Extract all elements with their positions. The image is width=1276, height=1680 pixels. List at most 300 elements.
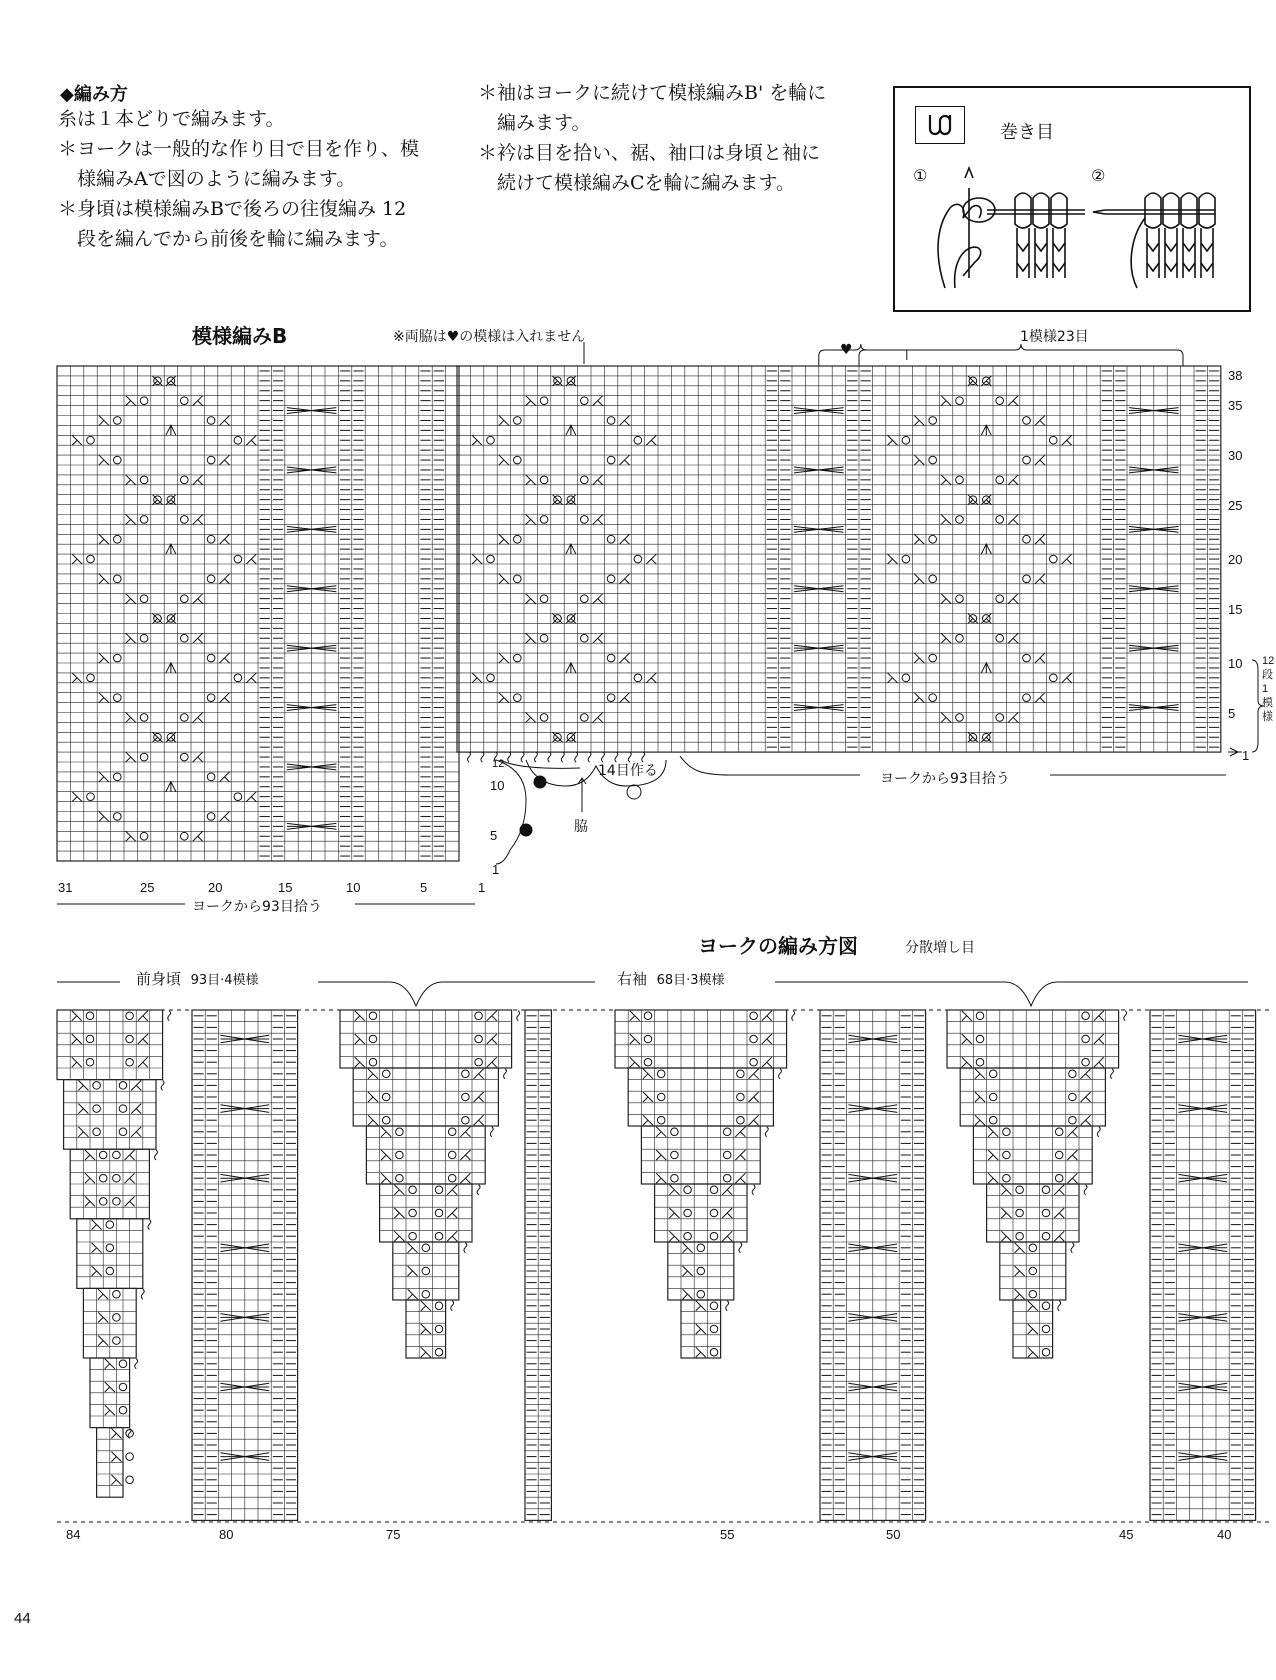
yoke-front-lace-1	[83, 1288, 136, 1358]
yo-symbol-icon	[462, 1116, 470, 1124]
k2tog-symbol-icon	[131, 1127, 141, 1137]
ssk-symbol-icon	[78, 1127, 88, 1137]
ssk-symbol-icon	[988, 1150, 998, 1160]
yo-symbol-icon	[475, 1012, 483, 1020]
heart-marker: ♥	[840, 342, 853, 358]
yo-symbol-icon	[207, 535, 215, 543]
ssk-symbol-icon	[526, 514, 536, 524]
ssk-symbol-icon	[472, 673, 482, 683]
k2tog-symbol-icon	[219, 653, 229, 663]
ssk-symbol-icon	[99, 693, 109, 703]
row-label: 25	[1228, 498, 1243, 513]
col-label: 25	[140, 880, 155, 895]
inc-symbol-icon	[508, 752, 511, 762]
ssk-symbol-icon	[499, 574, 509, 584]
yo-symbol-icon	[1069, 1070, 1077, 1078]
yo-symbol-icon	[540, 714, 548, 722]
ssk-symbol-icon	[126, 633, 136, 643]
yo-symbol-icon	[435, 1232, 443, 1240]
instruction-line: 糸は１本どりで編みます。	[58, 108, 285, 130]
front-count: 93目·4模様	[190, 973, 259, 988]
yo-symbol-icon	[409, 1186, 417, 1194]
yo-symbol-icon	[119, 1082, 127, 1090]
ssk-symbol-icon	[1015, 1266, 1025, 1276]
yo-symbol-icon	[140, 832, 148, 840]
yo-symbol-icon	[448, 1151, 456, 1159]
yoke-cable-column	[1150, 1010, 1256, 1520]
inc-symbol-icon	[726, 1301, 729, 1311]
side-note: 12 段 1 模 様	[1262, 655, 1275, 723]
k2tog-symbol-icon	[246, 792, 256, 802]
yoke-col-label: 84	[66, 1527, 81, 1542]
k2tog-symbol-icon	[619, 455, 629, 465]
ssk-symbol-icon	[630, 1057, 640, 1067]
ssk-symbol-icon	[887, 673, 897, 683]
inc-symbol-icon	[1084, 1185, 1087, 1195]
k2tog-symbol-icon	[219, 811, 229, 821]
k2tog-symbol-icon	[762, 1034, 772, 1044]
k2tog-symbol-icon	[131, 1104, 141, 1114]
yo-symbol-icon	[180, 397, 188, 405]
yoke-front-lace-2	[393, 1242, 459, 1300]
yo-symbol-icon	[750, 1058, 758, 1066]
k2tog-symbol-icon	[460, 1173, 470, 1183]
ssk-symbol-icon	[914, 653, 924, 663]
yo-symbol-icon	[540, 476, 548, 484]
inc-symbol-icon	[451, 1301, 454, 1311]
yo-symbol-icon	[580, 634, 588, 642]
instruction-line: 続けて模様編みCを輪に編みます。	[478, 172, 796, 194]
yo-symbol-icon	[1042, 1209, 1050, 1217]
ssk-symbol-icon	[914, 534, 924, 544]
yoke-front-lace-1	[70, 1149, 149, 1219]
k2tog-symbol-icon	[722, 1231, 732, 1241]
ssk-symbol-icon	[126, 752, 136, 762]
ssk-symbol-icon	[683, 1266, 693, 1276]
inc-symbol-icon	[521, 752, 524, 762]
inc-symbol-icon	[161, 1080, 164, 1090]
yo-symbol-icon	[234, 436, 242, 444]
yo-symbol-icon	[1029, 1244, 1037, 1252]
yo-symbol-icon	[435, 1186, 443, 1194]
k2tog-symbol-icon	[193, 396, 203, 406]
inc-symbol-icon	[504, 1069, 507, 1079]
inset-step2: ②	[1091, 166, 1106, 185]
instruction-line: 様編みAで図のように編みます。	[58, 168, 356, 190]
yo-symbol-icon	[996, 397, 1004, 405]
yo-symbol-icon	[956, 397, 964, 405]
yo-symbol-icon	[684, 1209, 692, 1217]
yo-symbol-icon	[684, 1232, 692, 1240]
page-number: 44	[14, 1610, 31, 1627]
ssk-symbol-icon	[656, 1150, 666, 1160]
yo-symbol-icon	[1082, 1012, 1090, 1020]
ssk-symbol-icon	[394, 1231, 404, 1241]
yo-symbol-icon	[113, 694, 121, 702]
s2kp-symbol-icon	[981, 425, 991, 435]
yo-symbol-icon	[126, 1058, 134, 1066]
inc-symbol-icon	[464, 1243, 467, 1253]
k2tog-symbol-icon	[487, 1057, 497, 1067]
yo-symbol-icon	[710, 1209, 718, 1217]
yoke-cable-column	[192, 1010, 298, 1520]
k2tog-symbol-icon	[722, 1208, 732, 1218]
yo-symbol-icon	[1042, 1232, 1050, 1240]
k2tog-symbol-icon	[646, 554, 656, 564]
yo-symbol-icon	[929, 654, 937, 662]
ssk-symbol-icon	[368, 1115, 378, 1125]
yoke-sleeve-lace-2	[947, 1010, 1119, 1068]
inc-symbol-icon	[168, 1011, 171, 1021]
ssk-symbol-icon	[696, 1347, 706, 1357]
ssk-symbol-icon	[72, 673, 82, 683]
ssk-symbol-icon	[962, 1034, 972, 1044]
yo-symbol-icon	[99, 1174, 107, 1182]
yo-symbol-icon	[723, 1174, 731, 1182]
yoke-front-lace-2	[366, 1126, 485, 1184]
yo-symbol-icon	[657, 1116, 665, 1124]
inc-symbol-icon	[792, 1011, 795, 1021]
k2tog-symbol-icon	[1035, 455, 1045, 465]
k2tog-symbol-icon	[1067, 1173, 1077, 1183]
inc-symbol-icon	[739, 1243, 742, 1253]
yo-symbol-icon	[369, 1058, 377, 1066]
yo-symbol-icon	[140, 634, 148, 642]
k2tog-symbol-icon	[1067, 1127, 1077, 1137]
yo-symbol-icon	[93, 1105, 101, 1113]
yo-symbol-icon	[1023, 417, 1031, 425]
yo-symbol-icon	[684, 1186, 692, 1194]
k2tog-symbol-icon	[593, 712, 603, 722]
sleeve-brace	[775, 982, 1248, 1006]
k2tog-symbol-icon	[460, 1127, 470, 1137]
side-label: 脇	[574, 819, 588, 835]
yoke-purl-strip	[525, 1010, 551, 1520]
s2kp-symbol-icon	[981, 663, 991, 673]
k2tog-symbol-icon	[447, 1185, 457, 1195]
k2tog-symbol-icon	[1008, 594, 1018, 604]
yo-symbol-icon	[580, 516, 588, 524]
s2kp-symbol-icon	[566, 544, 576, 554]
yo-symbol-icon	[113, 1314, 121, 1322]
yo-symbol-icon	[487, 436, 495, 444]
k2tog-symbol-icon	[219, 693, 229, 703]
yoke-col-label: 50	[886, 1527, 901, 1542]
ssk-symbol-icon	[408, 1289, 418, 1299]
ssk-symbol-icon	[126, 396, 136, 406]
k2tog-symbol-icon	[593, 475, 603, 485]
yo-symbol-icon	[540, 397, 548, 405]
yoke-subtitle: 分散増し目	[905, 940, 975, 956]
yo-symbol-icon	[234, 555, 242, 563]
inc-symbol-icon	[517, 1011, 520, 1021]
yo-symbol-icon	[976, 1058, 984, 1066]
yo-symbol-icon	[369, 1035, 377, 1043]
k2tog-symbol-icon	[1035, 574, 1045, 584]
s2kp-symbol-icon	[566, 425, 576, 435]
ssk-symbol-icon	[126, 514, 136, 524]
k2tog-symbol-icon	[1008, 514, 1018, 524]
ssk-symbol-icon	[941, 712, 951, 722]
k2tog-symbol-icon	[1054, 1185, 1064, 1195]
inner-row-label: 10	[490, 778, 505, 793]
yo-symbol-icon	[180, 516, 188, 524]
yo-symbol-icon	[487, 674, 495, 682]
ssk-symbol-icon	[72, 554, 82, 564]
k2tog-symbol-icon	[619, 653, 629, 663]
k2tog-symbol-icon	[1081, 1092, 1091, 1102]
yo-symbol-icon	[113, 1198, 121, 1206]
k2tog-symbol-icon	[1035, 534, 1045, 544]
k2tog-symbol-icon	[646, 673, 656, 683]
marker-filled-icon	[534, 776, 546, 788]
inc-symbol-icon	[1097, 1127, 1100, 1137]
yo-symbol-icon	[737, 1070, 745, 1078]
k2tog-symbol-icon	[593, 514, 603, 524]
yo-symbol-icon	[435, 1325, 443, 1333]
yo-symbol-icon	[540, 634, 548, 642]
ssk-symbol-icon	[975, 1092, 985, 1102]
yo-symbol-icon	[207, 813, 215, 821]
ssk-symbol-icon	[1028, 1347, 1038, 1357]
yoke-front-lace-2	[380, 1184, 472, 1242]
instruction-line: ＊身頃は模様編みBで後ろの往復編み 12	[58, 198, 407, 220]
yo-symbol-icon	[180, 634, 188, 642]
yoke-cable-column	[820, 1010, 926, 1520]
yo-symbol-icon	[435, 1302, 443, 1310]
yo-symbol-icon	[1023, 694, 1031, 702]
ssk-symbol-icon	[126, 831, 136, 841]
ssk-symbol-icon	[99, 534, 109, 544]
ssk-symbol-icon	[99, 455, 109, 465]
pickup-left-label: ヨークから93目拾う	[192, 899, 322, 915]
k2tog-symbol-icon	[131, 1080, 141, 1090]
ssk-symbol-icon	[1028, 1301, 1038, 1311]
k2tog-symbol-icon	[735, 1150, 745, 1160]
yo-symbol-icon	[929, 694, 937, 702]
ssk-symbol-icon	[656, 1173, 666, 1183]
yo-symbol-icon	[93, 1128, 101, 1136]
ssk-symbol-icon	[669, 1208, 679, 1218]
yo-symbol-icon	[1049, 436, 1057, 444]
k2tog-symbol-icon	[1008, 633, 1018, 643]
inc-symbol-icon	[765, 1127, 768, 1137]
k2tog-symbol-icon	[138, 1057, 148, 1067]
front-brace	[57, 982, 595, 1006]
ssk-symbol-icon	[105, 1405, 115, 1415]
ssk-symbol-icon	[499, 455, 509, 465]
yoke-front-lace-1	[64, 1080, 156, 1150]
inc-symbol-icon	[752, 1185, 755, 1195]
ssk-symbol-icon	[1001, 1208, 1011, 1218]
yo-symbol-icon	[1055, 1174, 1063, 1182]
yo-symbol-icon	[1042, 1348, 1050, 1356]
k2tog-symbol-icon	[1054, 1231, 1064, 1241]
ssk-symbol-icon	[394, 1185, 404, 1195]
yo-symbol-icon	[513, 535, 521, 543]
ssk-symbol-icon	[99, 772, 109, 782]
yo-symbol-icon	[422, 1244, 430, 1252]
yo-symbol-icon	[956, 516, 964, 524]
ssk-symbol-icon	[643, 1115, 653, 1125]
k2tog-symbol-icon	[219, 574, 229, 584]
yo-symbol-icon	[382, 1116, 390, 1124]
yo-symbol-icon	[382, 1093, 390, 1101]
yo-symbol-icon	[106, 1267, 114, 1275]
yo-symbol-icon	[1055, 1151, 1063, 1159]
yo-symbol-icon	[634, 555, 642, 563]
inset-title: 巻き目	[1000, 122, 1054, 143]
ssk-symbol-icon	[85, 1196, 95, 1206]
k2tog-symbol-icon	[735, 1127, 745, 1137]
ssk-symbol-icon	[643, 1069, 653, 1079]
ssk-symbol-icon	[105, 1359, 115, 1369]
yo-symbol-icon	[119, 1360, 127, 1368]
yo-symbol-icon	[396, 1151, 404, 1159]
inner-row-label: 1	[492, 862, 500, 877]
ssk-symbol-icon	[472, 435, 482, 445]
yo-symbol-icon	[671, 1151, 679, 1159]
yoke-sleeve-lace-1	[641, 1126, 760, 1184]
yo-symbol-icon	[207, 654, 215, 662]
ssk-symbol-icon	[99, 415, 109, 425]
ssk-symbol-icon	[72, 1011, 82, 1021]
inc-symbol-icon	[468, 752, 471, 762]
ssk-symbol-icon	[526, 633, 536, 643]
yo-symbol-icon	[607, 535, 615, 543]
sleeve-label: 右袖 68目·3模様	[617, 970, 725, 988]
yo-symbol-icon	[180, 714, 188, 722]
yo-symbol-icon	[119, 1383, 127, 1391]
repeat-bracket	[859, 344, 1183, 366]
ssk-symbol-icon	[394, 1208, 404, 1218]
yo-symbol-icon	[956, 476, 964, 484]
ssk-symbol-icon	[355, 1057, 365, 1067]
ssk-symbol-icon	[1015, 1289, 1025, 1299]
yoke-col-label: 45	[1119, 1527, 1134, 1542]
ssk-symbol-icon	[98, 1312, 108, 1322]
k2tog-symbol-icon	[749, 1115, 759, 1125]
ssk-symbol-icon	[99, 811, 109, 821]
ssk-symbol-icon	[72, 435, 82, 445]
yo-symbol-icon	[1049, 674, 1057, 682]
yo-symbol-icon	[462, 1070, 470, 1078]
cast-on-circle-icon	[627, 785, 641, 799]
yo-symbol-icon	[93, 1082, 101, 1090]
yo-symbol-icon	[580, 595, 588, 603]
yo-symbol-icon	[87, 555, 95, 563]
k2tog-symbol-icon	[246, 435, 256, 445]
sleeve-count: 68目·3模様	[656, 973, 725, 988]
yo-symbol-icon	[737, 1116, 745, 1124]
yo-symbol-icon	[996, 595, 1004, 603]
yo-symbol-icon	[126, 1035, 134, 1043]
ssk-symbol-icon	[92, 1266, 102, 1276]
yo-symbol-icon	[1029, 1267, 1037, 1275]
inc-symbol-icon	[135, 1359, 138, 1369]
yo-symbol-icon	[119, 1406, 127, 1414]
yo-symbol-icon	[1016, 1209, 1024, 1217]
ssk-symbol-icon	[988, 1127, 998, 1137]
k2tog-symbol-icon	[487, 1034, 497, 1044]
yo-symbol-icon	[996, 634, 1004, 642]
yo-symbol-icon	[580, 397, 588, 405]
ssk-symbol-icon	[941, 633, 951, 643]
k2tog-symbol-icon	[193, 475, 203, 485]
ssk-symbol-icon	[696, 1301, 706, 1311]
inc-symbol-icon	[490, 1127, 493, 1137]
ssk-symbol-icon	[630, 1034, 640, 1044]
yo-symbol-icon	[113, 1337, 121, 1345]
k2tog-symbol-icon	[1062, 554, 1072, 564]
yo-symbol-icon	[540, 595, 548, 603]
yo-symbol-icon	[634, 674, 642, 682]
side-arrow	[578, 778, 586, 812]
yo-symbol-icon	[697, 1290, 705, 1298]
yo-symbol-icon	[86, 1035, 94, 1043]
yo-symbol-icon	[435, 1348, 443, 1356]
ssk-symbol-icon	[98, 1336, 108, 1346]
k2tog-symbol-icon	[219, 455, 229, 465]
ssk-symbol-icon	[941, 514, 951, 524]
ssk-symbol-icon	[368, 1092, 378, 1102]
inner-row-label: 5	[490, 828, 498, 843]
k2tog-symbol-icon	[219, 772, 229, 782]
yo-symbol-icon	[207, 694, 215, 702]
k2tog-symbol-icon	[762, 1011, 772, 1021]
yo-symbol-icon	[113, 773, 121, 781]
inc-symbol-icon	[148, 1220, 151, 1230]
yo-symbol-icon	[989, 1116, 997, 1124]
yo-symbol-icon	[87, 793, 95, 801]
k2tog-symbol-icon	[125, 1150, 135, 1160]
yo-symbol-icon	[409, 1209, 417, 1217]
right-row-arrow	[1228, 748, 1242, 756]
yo-symbol-icon	[580, 476, 588, 484]
chart-b-back-grid	[57, 366, 459, 861]
s2kp-symbol-icon	[166, 782, 176, 792]
ssk-symbol-icon	[111, 1475, 121, 1485]
k2tog-symbol-icon	[138, 1011, 148, 1021]
yo-symbol-icon	[422, 1290, 430, 1298]
ssk-symbol-icon	[499, 534, 509, 544]
yoke-front-lace-2	[340, 1010, 512, 1068]
yoke-sleeve-lace-1	[668, 1242, 734, 1300]
ssk-symbol-icon	[98, 1289, 108, 1299]
inner-row-label: 12	[492, 758, 505, 770]
ssk-symbol-icon	[914, 574, 924, 584]
yo-symbol-icon	[106, 1221, 114, 1229]
row-label: 15	[1228, 602, 1243, 617]
inc-symbol-icon	[1124, 1011, 1127, 1021]
inc-symbol-icon	[1111, 1069, 1114, 1079]
k2tog-symbol-icon	[593, 633, 603, 643]
pickup-right-label: ヨークから93目拾う	[880, 771, 1010, 787]
inc-symbol-icon	[1058, 1301, 1061, 1311]
yo-symbol-icon	[644, 1012, 652, 1020]
yo-symbol-icon	[180, 832, 188, 840]
inc-symbol-icon	[481, 752, 484, 762]
ssk-symbol-icon	[669, 1231, 679, 1241]
s2kp-symbol-icon	[166, 425, 176, 435]
yo-symbol-icon	[710, 1302, 718, 1310]
yo-symbol-icon	[750, 1012, 758, 1020]
yo-symbol-icon	[234, 793, 242, 801]
yoke-col-label: 75	[386, 1527, 401, 1542]
ssk-symbol-icon	[408, 1266, 418, 1276]
k2tog-symbol-icon	[193, 594, 203, 604]
ssk-symbol-icon	[381, 1173, 391, 1183]
